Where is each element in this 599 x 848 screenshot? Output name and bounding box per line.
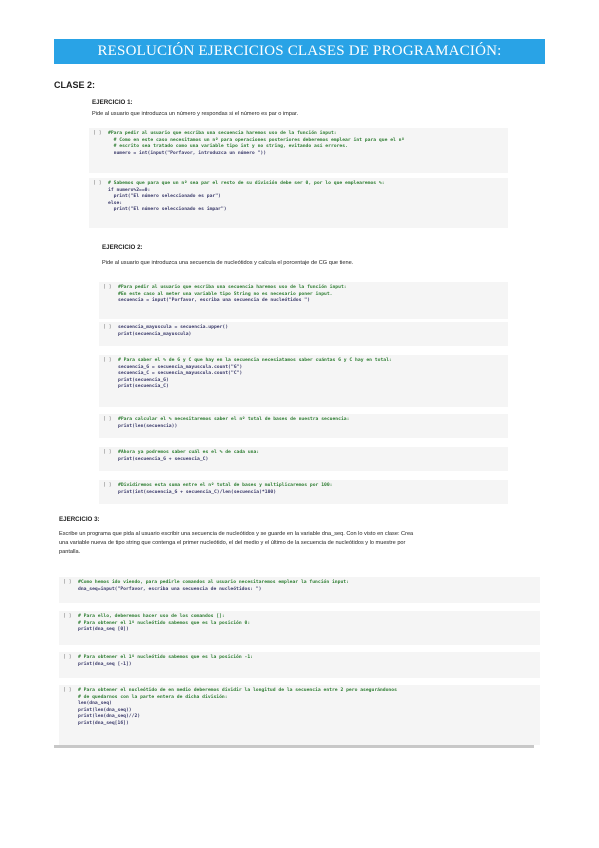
cell-run-indicator[interactable]: [ ] bbox=[103, 285, 112, 290]
cell-run-indicator[interactable]: [ ] bbox=[63, 614, 72, 619]
code-block[interactable] bbox=[108, 131, 404, 157]
cell-run-indicator[interactable]: [ ] bbox=[93, 181, 102, 186]
code-cell[interactable] bbox=[89, 178, 508, 228]
code-line: # Para saber el % de G y C que hay en la secuencia necesiatamos saber cuántas G y C hay en total: bbox=[118, 358, 392, 363]
code-line: # Para obtener el 1º nucleótido sabemos que es la posición 0: bbox=[78, 620, 251, 626]
code-line: print("El número seleccionado es par") bbox=[108, 194, 221, 200]
code-block[interactable] bbox=[118, 450, 259, 463]
code-line: #Para pedir al usuario que escriba una secuencia haremos uso de la función input: bbox=[108, 131, 337, 136]
cell-run-indicator[interactable]: [ ] bbox=[63, 655, 72, 660]
code-block[interactable] bbox=[78, 614, 250, 634]
code-line: print(secuencia_G) bbox=[118, 377, 169, 383]
exercise-3-text bbox=[59, 530, 545, 557]
exercise-3-text-line: pantalla. bbox=[59, 549, 81, 555]
code-line: print(dna_seq[16]) bbox=[78, 720, 129, 726]
code-line: #Dividiremos esta suma entre el nº total de bases y multiplicaremos por 100: bbox=[118, 483, 333, 488]
code-line: #Para pedir al usuario que escriba una secuencia haremos uso de la función input: bbox=[118, 285, 347, 290]
code-line: print(len(secuencia)) bbox=[118, 423, 178, 429]
code-block[interactable] bbox=[78, 688, 397, 728]
document-title-banner: RESOLUCIÓN EJERCICIOS CLASES DE PROGRAMACIÓN: bbox=[54, 39, 545, 64]
code-block[interactable] bbox=[118, 285, 347, 305]
code-block[interactable] bbox=[118, 483, 332, 496]
exercise-2-heading: EJERCICIO 2: bbox=[102, 244, 143, 251]
code-line: #Como hemos ido viendo, para pedirle comandos al usuario necesitaremos emplear la función input: bbox=[78, 580, 349, 585]
cell-run-indicator[interactable]: [ ] bbox=[63, 580, 72, 585]
cell-run-indicator[interactable]: [ ] bbox=[63, 688, 72, 693]
code-block[interactable] bbox=[118, 358, 392, 391]
clase-heading: CLASE 2: bbox=[54, 80, 96, 90]
code-line: print("El número seleccionado es impar") bbox=[108, 207, 227, 213]
cell-run-indicator[interactable]: [ ] bbox=[103, 325, 112, 330]
code-line: # de quedarnos con la parte entera de dicha división: bbox=[78, 694, 228, 700]
cell-run-indicator[interactable]: [ ] bbox=[93, 131, 102, 136]
code-line: secuencia_mayuscula = secuencia.upper() bbox=[118, 325, 229, 330]
exercise-3-text-line: Escribe un programa que pida al usuario escribir una secuencia de nucleótidos y se guarde en la variable dna_seq. Con lo visto en clase: Crea bbox=[59, 531, 414, 537]
code-block[interactable] bbox=[118, 417, 349, 430]
code-line: # escrito sea tratado como una variable tipo int y no string, evitando así errores. bbox=[108, 144, 348, 150]
code-cell[interactable] bbox=[89, 128, 508, 173]
code-cell[interactable] bbox=[99, 447, 508, 471]
code-block[interactable] bbox=[78, 655, 253, 668]
code-line: secuencia_C = secuencia_mayuscula.count("C") bbox=[118, 371, 243, 377]
exercise-2-text: Pide al usuario que introduzca una secuencia de nucleótidos y calcula el porcentaje de CG que tiene. bbox=[102, 260, 354, 266]
code-cell[interactable] bbox=[99, 414, 508, 438]
horizontal-scrollbar[interactable] bbox=[54, 745, 534, 748]
exercise-3-heading: EJERCICIO 3: bbox=[59, 516, 100, 523]
exercise-3-text-line: una variable nueva de tipo string que contenga el primer nucleótido, el del medio y el último de la secuencia de nucleótidos y lo muestre por bbox=[59, 540, 406, 546]
cell-run-indicator[interactable]: [ ] bbox=[103, 417, 112, 422]
cell-run-indicator[interactable]: [ ] bbox=[103, 358, 112, 363]
code-cell[interactable] bbox=[99, 480, 508, 504]
code-line: numero = int(input("Porfavor, introduzca un número ")) bbox=[108, 150, 267, 156]
code-line: print(len(dna_seq)//2) bbox=[78, 714, 141, 720]
exercise-1-heading: EJERCICIO 1: bbox=[92, 99, 133, 106]
code-block[interactable] bbox=[108, 181, 385, 214]
code-line: # Para obtener el nucleótido de en medio deberemos dividir la longitud de la secuencia entre 2 pero asegurándonos bbox=[78, 688, 397, 693]
code-line: print(dna_seq [-1]) bbox=[78, 661, 132, 667]
code-block[interactable] bbox=[118, 325, 228, 338]
code-cell[interactable] bbox=[99, 282, 508, 319]
code-line: # Como en este caso necesitamos un nº para operaciones posteriores deberemos emplear int para que el nº bbox=[108, 137, 405, 143]
code-line: secuencia_G = secuencia_mayuscula.count("G") bbox=[118, 364, 243, 370]
code-line: print(secuencia_C) bbox=[118, 384, 169, 390]
code-line: # Para ello, deberemos hacer uso de los comandos []: bbox=[78, 614, 225, 619]
cell-run-indicator[interactable]: [ ] bbox=[103, 483, 112, 488]
exercise-1-text: Pide al usuario que introduzca un número y respondas si el número es par o impar. bbox=[92, 111, 299, 117]
code-line: # Sabemos que para que un nº sea par el resto de su división debe ser 0, por lo que emplearemos %: bbox=[108, 181, 385, 186]
code-line: dna_seq=input("Porfavor, escriba una secuencia de nucleótidos: ") bbox=[78, 586, 262, 592]
code-cell[interactable] bbox=[99, 355, 508, 407]
code-line: if numero%2==0: bbox=[108, 187, 151, 193]
code-line: #En este caso al meter una variable tipo String no es necesario poner input. bbox=[118, 291, 333, 297]
cell-run-indicator[interactable]: [ ] bbox=[103, 450, 112, 455]
code-line: print(dna_seq [0]) bbox=[78, 627, 129, 633]
code-cell[interactable] bbox=[59, 611, 540, 645]
code-line: # Para obtener el 1º nucleótido sabemos que es la posición -1: bbox=[78, 655, 253, 660]
code-line: #Para calcular el % necesitaremos saber el nº total de bases de nuestra secuencia: bbox=[118, 417, 350, 422]
code-line: print(len(dna_seq)) bbox=[78, 707, 132, 713]
code-line: len(dna_seq) bbox=[78, 701, 112, 707]
code-line: print(secuencia_G + secuencia_C) bbox=[118, 456, 209, 462]
code-line: print(int(secuencia_G + secuencia_C)/len(secuencia)*100) bbox=[118, 489, 277, 495]
code-line: else: bbox=[108, 200, 123, 206]
code-line: secuencia = input("Porfavor, escriba una secuencia de nucleótidos ") bbox=[118, 298, 310, 304]
code-line: print(secuencia_mayuscula) bbox=[118, 331, 192, 337]
code-cell[interactable] bbox=[99, 322, 508, 346]
code-cell[interactable] bbox=[59, 652, 540, 678]
code-cell[interactable] bbox=[59, 577, 540, 603]
code-cell[interactable] bbox=[59, 685, 540, 745]
code-block[interactable] bbox=[78, 580, 349, 593]
code-line: #Ahora ya podremos saber cuál es el % de cada una: bbox=[118, 450, 260, 455]
